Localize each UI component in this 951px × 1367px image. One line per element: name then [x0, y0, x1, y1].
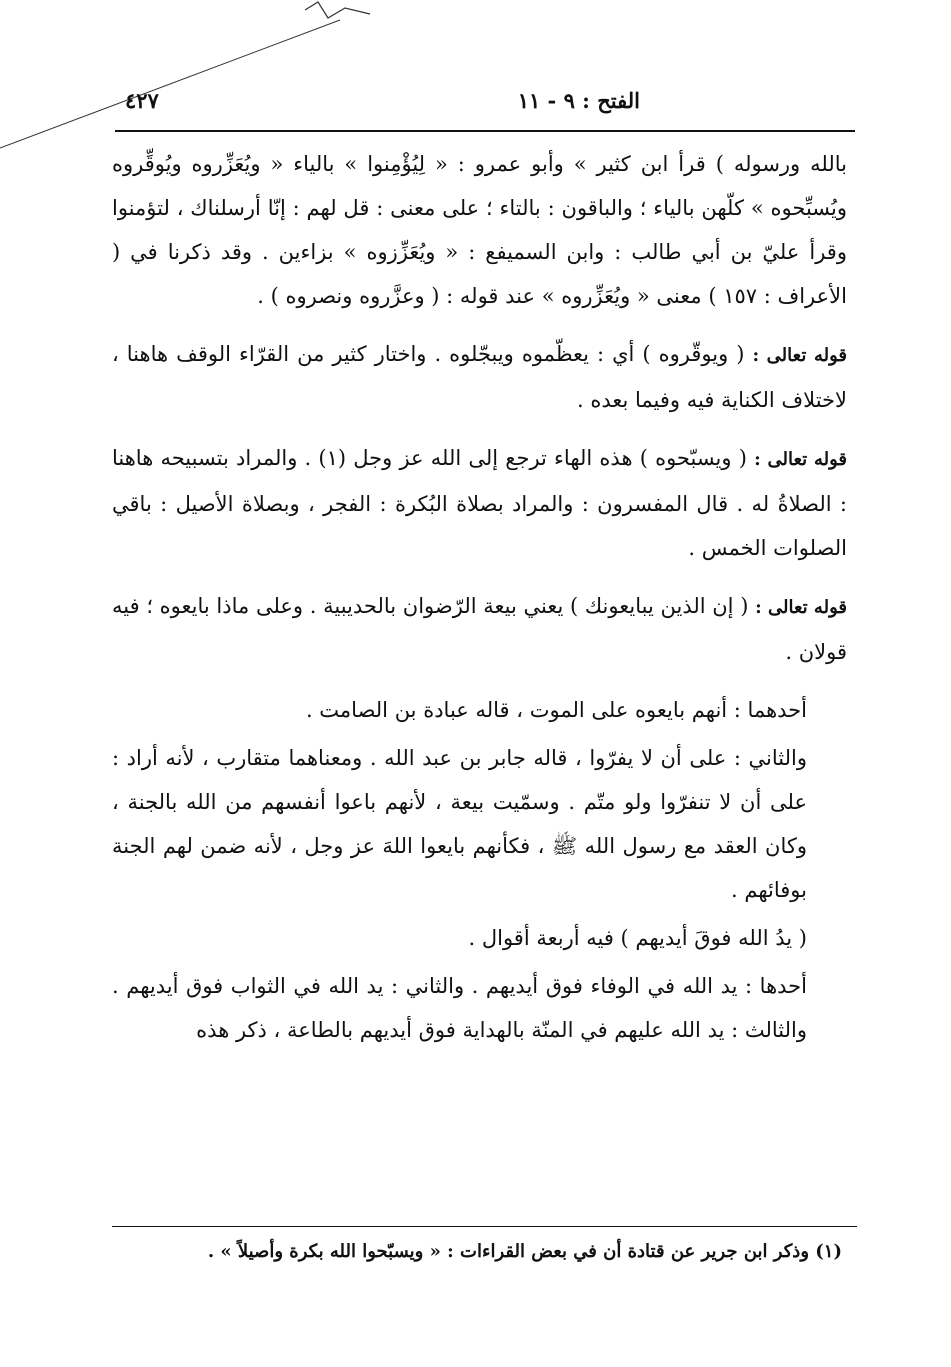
chapter-title: الفتح : ٩ - ١١	[517, 88, 640, 113]
paragraph-7	[112, 916, 847, 960]
paragraph-text: ( ويسبّحوه ) هذه الهاء ترجع إلى الله عز وجل (١) . والمراد بتسبيحه هاهنا : الصلاةُ له . قال المفسرون : والمراد بصلاة البُكرة : الفجر ، وبصلاة الأصيل : باقي الصلوات الخمس .	[112, 446, 847, 560]
paragraph-1	[112, 142, 847, 318]
paragraph-lead: قوله تعالى :	[752, 345, 847, 366]
paragraph-5	[112, 688, 847, 732]
paragraph-text: ( إن الذين يبايعونك ) يعني بيعة الرّضوان بالحديبية . وعلى ماذا بايعوه ؛ فيه قولان .	[112, 594, 847, 664]
paragraph-text: والثاني : على أن لا يفرّوا ، قاله جابر بن عبد الله . ومعناهما متقارب ، لأنه أراد : على أن لا تنفرّوا ولو متّم . وسمّيت بيعة ، لأنهم باعوا أنفسهم من الله بالجنة ، وكان العقد مع رسول الله ﷺ ، فكأنهم بايعوا اللهَ عز وجل ، لأنه ضمن لهم الجنة بوفائهم .	[112, 746, 807, 902]
paragraph-text: أحدها : يد الله في الوفاء فوق أيديهم . والثاني : يد الله في الثواب فوق أيديهم . والثالث : يد الله عليهم في المنّة بالهداية فوق أيديهم بالطاعة ، ذكر هذه	[112, 974, 807, 1042]
paragraph-4	[112, 584, 847, 674]
main-text	[112, 142, 847, 1056]
paragraph-8	[112, 964, 847, 1052]
paragraph-6	[112, 736, 847, 912]
page-number: ٤٢٧	[125, 88, 159, 113]
paragraph-text: أحدهما : أنهم بايعوه على الموت ، قاله عبادة بن الصامت .	[305, 698, 807, 722]
footnote-rule	[112, 1226, 857, 1227]
paragraph-text: بالله ورسوله ) قرأ ابن كثير » وأبو عمرو : « لِيُؤْمِنوا » بالياء « ويُعَزِّروه ويُوقِّروه ويُسبِّحوه » كلّهن بالياء ؛ والباقون : بالتاء ؛ على معنى : قل لهم : إنّا أرسلناك ، لتؤمنوا وقرأ عليّ بن أبي طالب : وابن السميفع : « ويُعَزِّزوه » بزاءين . وقد ذكرنا في ( الأعراف : ١٥٧ ) معنى « ويُعَزِّروه » عند قوله : ( وعزَّروه ونصروه ) .	[112, 152, 847, 308]
footnote: (١) وذكر ابن جرير عن قتادة أن في بعض القراءات : « ويسبّحوا الله بكرة وأصيلاً » .	[207, 1241, 842, 1262]
page-header	[115, 88, 850, 118]
paragraph-lead: قوله تعالى :	[754, 449, 848, 470]
paragraph-lead: قوله تعالى :	[755, 597, 847, 618]
paragraph-text: ( يدُ الله فوقَ أيديهم ) فيه أربعة أقوال .	[468, 926, 807, 950]
paragraph-text: ( ويوقّروه ) أي : يعظّموه ويبجّلوه . واختار كثير من القرّاء الوقف هاهنا ، لاختلاف الكناية فيه وفيما بعده .	[112, 342, 847, 412]
scan-artifact-line	[0, 0, 951, 160]
header-rule	[115, 130, 855, 132]
paragraph-3	[112, 436, 847, 570]
paragraph-2	[112, 332, 847, 422]
